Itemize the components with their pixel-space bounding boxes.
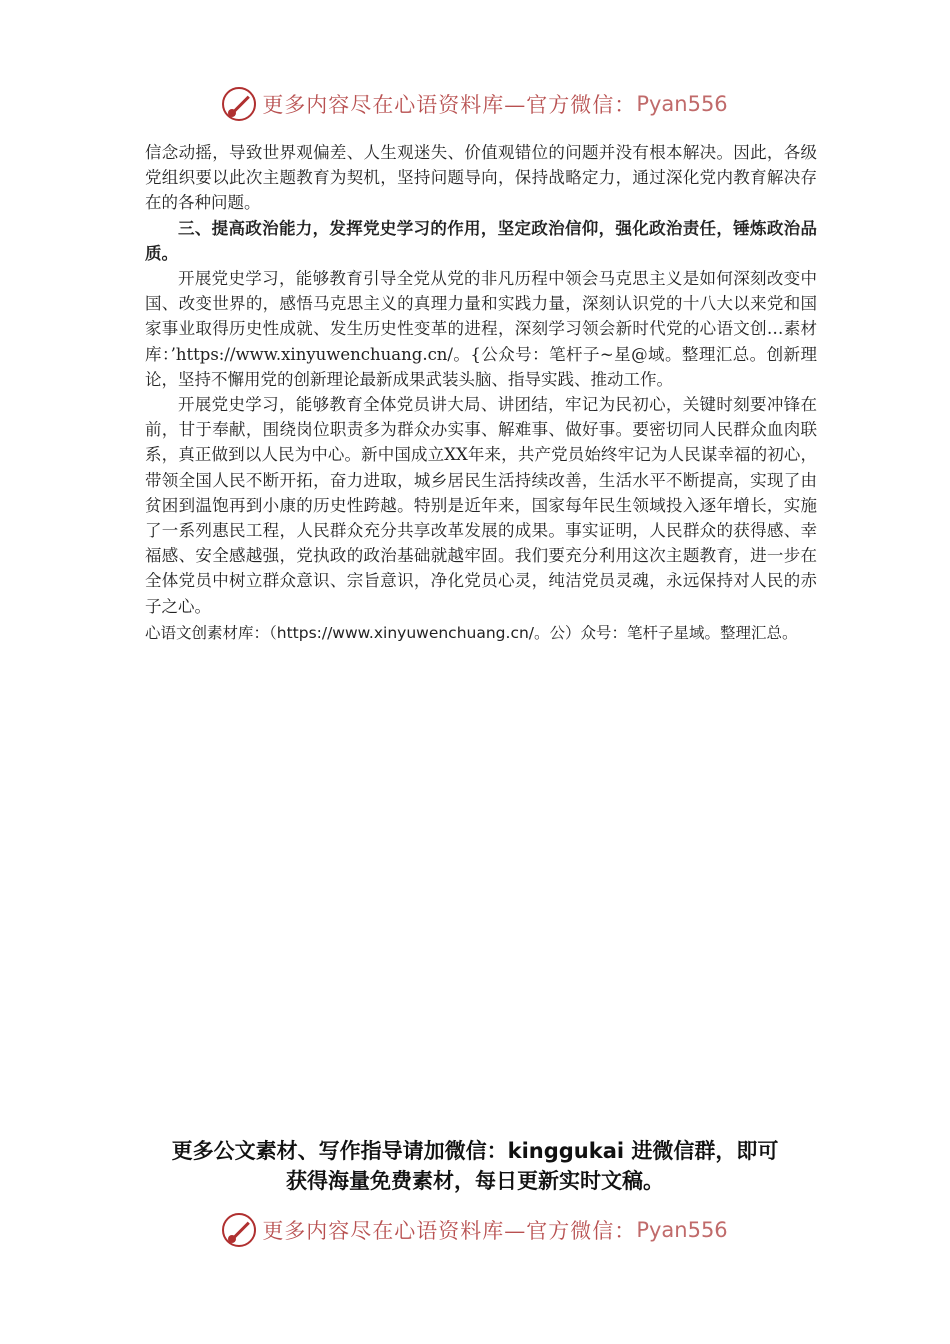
pen-logo-icon [222,1213,256,1247]
document-body [145,140,817,646]
footer-banner [0,1210,950,1250]
promo-text [150,1136,800,1196]
footer-wechat-id: Pyan556 [636,1218,728,1242]
footer-banner-text: 更多内容尽在心语资料库—官方微信： [262,1219,637,1243]
source-note: 心语文创素材库：（https://www.xinyuwenchuang.cn/。公）众号：笔杆子星域。整理汇总。 [145,623,798,642]
header-wechat-id: Pyan556 [636,92,728,116]
header-banner-text: 更多内容尽在心语资料库—官方微信： [262,93,637,117]
section-heading: 三、提高政治能力，发挥党史学习的作用，坚定政治信仰，强化政治责任，锤炼政治品质。 [145,218,817,263]
promo-line-1: 更多公文素材、写作指导请加微信：kinggukai 进微信群，即可 [171,1139,779,1163]
paragraph-3: 开展党史学习，能够教育全体党员讲大局、讲团结，牢记为民初心，关键时刻要冲锋在前，甘于奉献，围绕岗位职责多为群众办实事、解难事、做好事。要密切同人民群众血肉联系，真正做到以人民为中心。新中国成立XX年来，共产党员始终牢记为人民谋幸福的初心，带领全国人民不断开拓，奋力进取，城乡居民生活持续改善，生活水平不断提高，实现了由贫困到温饱再到小康的历史性跨越。特别是近年来，国家每年民生领域投入逐年增长，实施了一系列惠民工程，人民群众充分共享改革发展的成果。事实证明，人民群众的获得感、幸福感、安全感越强，党执政的政治基础就越牢固。我们要充分利用这次主题教育，进一步在全体党员中树立群众意识、宗旨意识，净化党员心灵，纯洁党员灵魂，永远保持对人民的赤子之心。 [145,395,817,616]
paragraph-1: 信念动摇，导致世界观偏差、人生观迷失、价值观错位的问题并没有根本解决。因此，各级党组织要以此次主题教育为契机，坚持问题导向，保持战略定力，通过深化党内教育解决存在的各种问题。 [145,143,817,213]
pen-logo-icon [222,87,256,121]
header-banner [0,84,950,124]
paragraph-2: 开展党史学习，能够教育引导全党从党的非凡历程中领会马克思主义是如何深刻改变中国、改变世界的，感悟马克思主义的真理力量和实践力量，深刻认识党的十八大以来党和国家事业取得历史性成就、发生历史性变革的进程，深刻学习领会新时代党的心语文创…素材库：’https://www.xinyuwenchuang.cn/。{公众号：笔杆子~星@域。整理汇总。创新理论，坚持不懈用党的创新理论最新成果武装头脑、指导实践、推动工作。 [145,269,817,389]
promo-line-2: 获得海量免费素材，每日更新实时文稿。 [286,1169,664,1193]
